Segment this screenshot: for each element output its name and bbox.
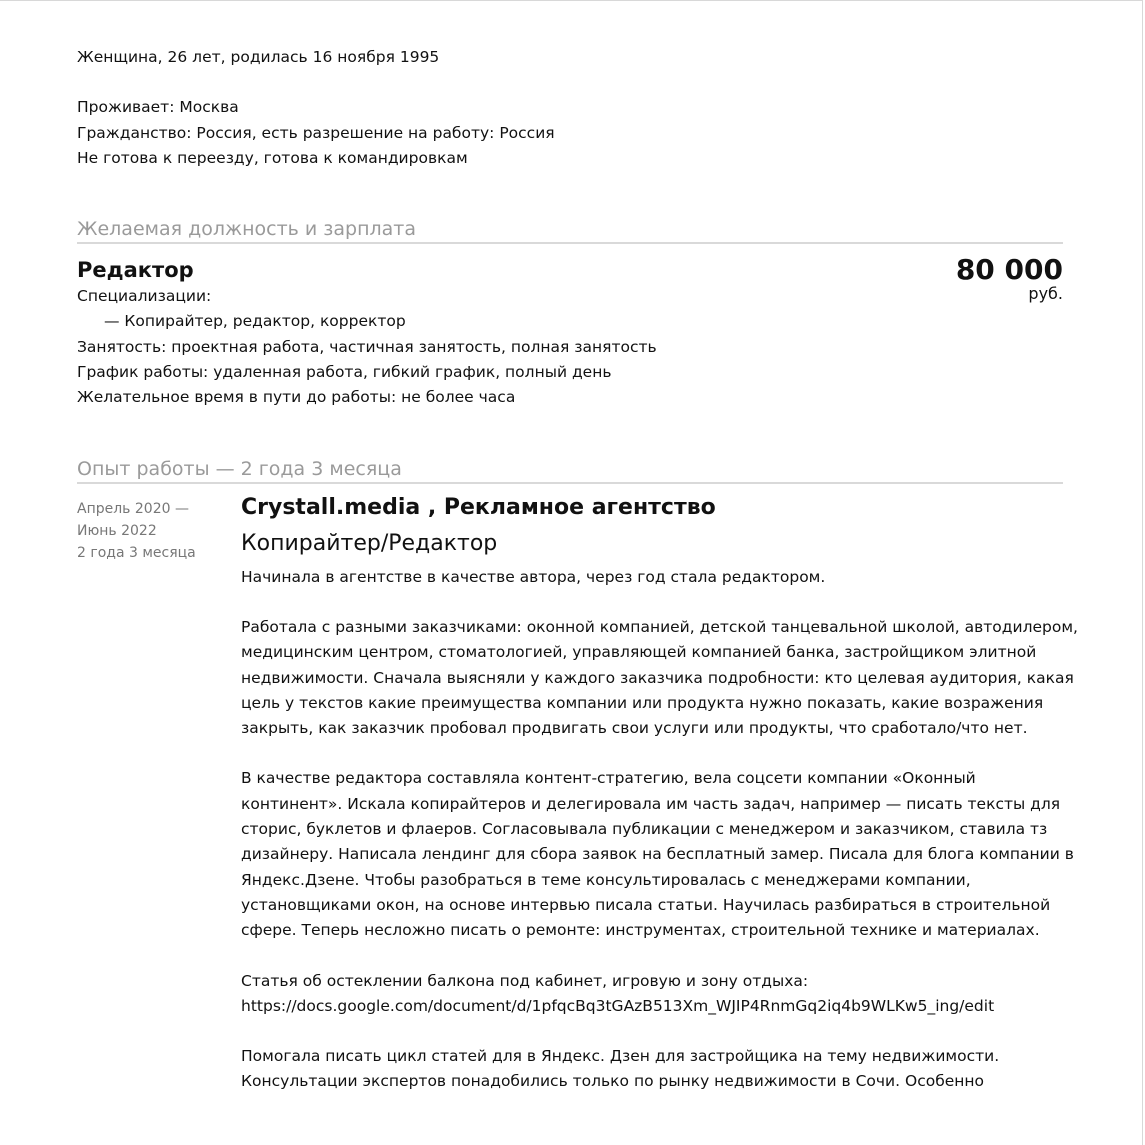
salary-amount: 80 000	[955, 253, 1063, 287]
link-intro: Статья об остеклении балкона под кабинет, игровую и зону отдыха:	[241, 971, 809, 990]
desired-position-section-title: Желаемая должность и зарплата	[77, 217, 1063, 244]
personal-summary: Женщина, 26 лет, родилась 16 ноября 1995	[77, 48, 440, 66]
commute: Желательное время в пути до работы: не более часа	[77, 388, 516, 407]
desired-position	[77, 253, 1063, 410]
article-link[interactable]: https://docs.google.com/document/d/1pfqcBq3tGAzB513Xm_WJIP4RnmGq2iq4b9WLKw5_ing/edit	[241, 996, 995, 1015]
schedule: График работы: удаленная работа, гибкий график, полный день	[77, 363, 612, 382]
specializations-label: Специализации:	[77, 287, 212, 306]
description-paragraph: В качестве редактора составляла контент-стратегию, вела соцсети компании «Оконный континент». Искала копирайтеров и делегировала им часть задач, например — писать тексты для сторис, буклетов и флаеров. Согласовывала публикации с менеджером и заказчиком, ставила тз дизайнеру. Написала лендинг для сбора заявок на бесплатный замер. Писала для блога компании в Яндекс.Дзене. Чтобы разобраться в теме консультировалась с менеджерами компании, установщиками окон, на основе интервью писала статьи. Научилась разбираться в строительной сфере. Теперь несложно писать о ремонте: инструментах, строительной технике и материалах.	[241, 769, 1074, 940]
description-paragraph: Начинала в агентстве в качестве автора, через год стала редактором.	[241, 567, 826, 586]
specialization-item: — Копирайтер, редактор, корректор	[104, 312, 406, 331]
resume-content	[77, 45, 1078, 1120]
residence: Проживает: Москва	[77, 98, 239, 117]
employment: Занятость: проектная работа, частичная занятость, полная занятость	[77, 337, 657, 356]
experience-entry	[77, 492, 1078, 1095]
experience-details	[241, 492, 1081, 1095]
position-title: Редактор	[77, 258, 194, 283]
link-paragraph	[241, 969, 1081, 1020]
description-paragraph: Работала с разными заказчиками: оконной компанией, детской танцевальной школой, автодилером, медицинским центром, стоматологией, управляющей компанией банка, застройщиком элитной недвижимости. Сначала выясняли у каждого заказчика подробности: кто целевая аудитория, какая цель у текстов какие преимущества компании или продукта нужно показать, какие возражения закрыть, как заказчик пробовал продвигать свои услуги или продукты, что сработало/что нет.	[241, 617, 1078, 738]
salary-currency: руб.	[1028, 284, 1063, 304]
spacer	[77, 411, 1063, 457]
spacer	[77, 70, 1063, 95]
job-description	[241, 565, 1081, 1095]
citizenship: Гражданство: Россия, есть разрешение на работу: Россия	[77, 123, 555, 142]
date-start: Апрель 2020 —	[77, 500, 189, 517]
experience-section-title: Опыт работы — 2 года 3 месяца	[77, 457, 1063, 484]
job-role: Копирайтер/Редактор	[241, 530, 498, 556]
relocation: Не готова к переезду, готова к командировкам	[77, 148, 468, 167]
date-end: Июнь 2022	[77, 522, 157, 539]
experience-dates	[77, 498, 227, 564]
spacer	[77, 171, 1063, 217]
duration: 2 года 3 месяца	[77, 544, 196, 561]
company-name: Crystall.media , Рекламное агентство	[241, 494, 716, 520]
description-paragraph: Помогала писать цикл статей для в Яндекс. Дзен для застройщика на тему недвижимости. Консультации экспертов понадобились только по рынку недвижимости в Сочи. Особенно	[241, 1047, 1000, 1091]
salary	[956, 255, 1063, 303]
